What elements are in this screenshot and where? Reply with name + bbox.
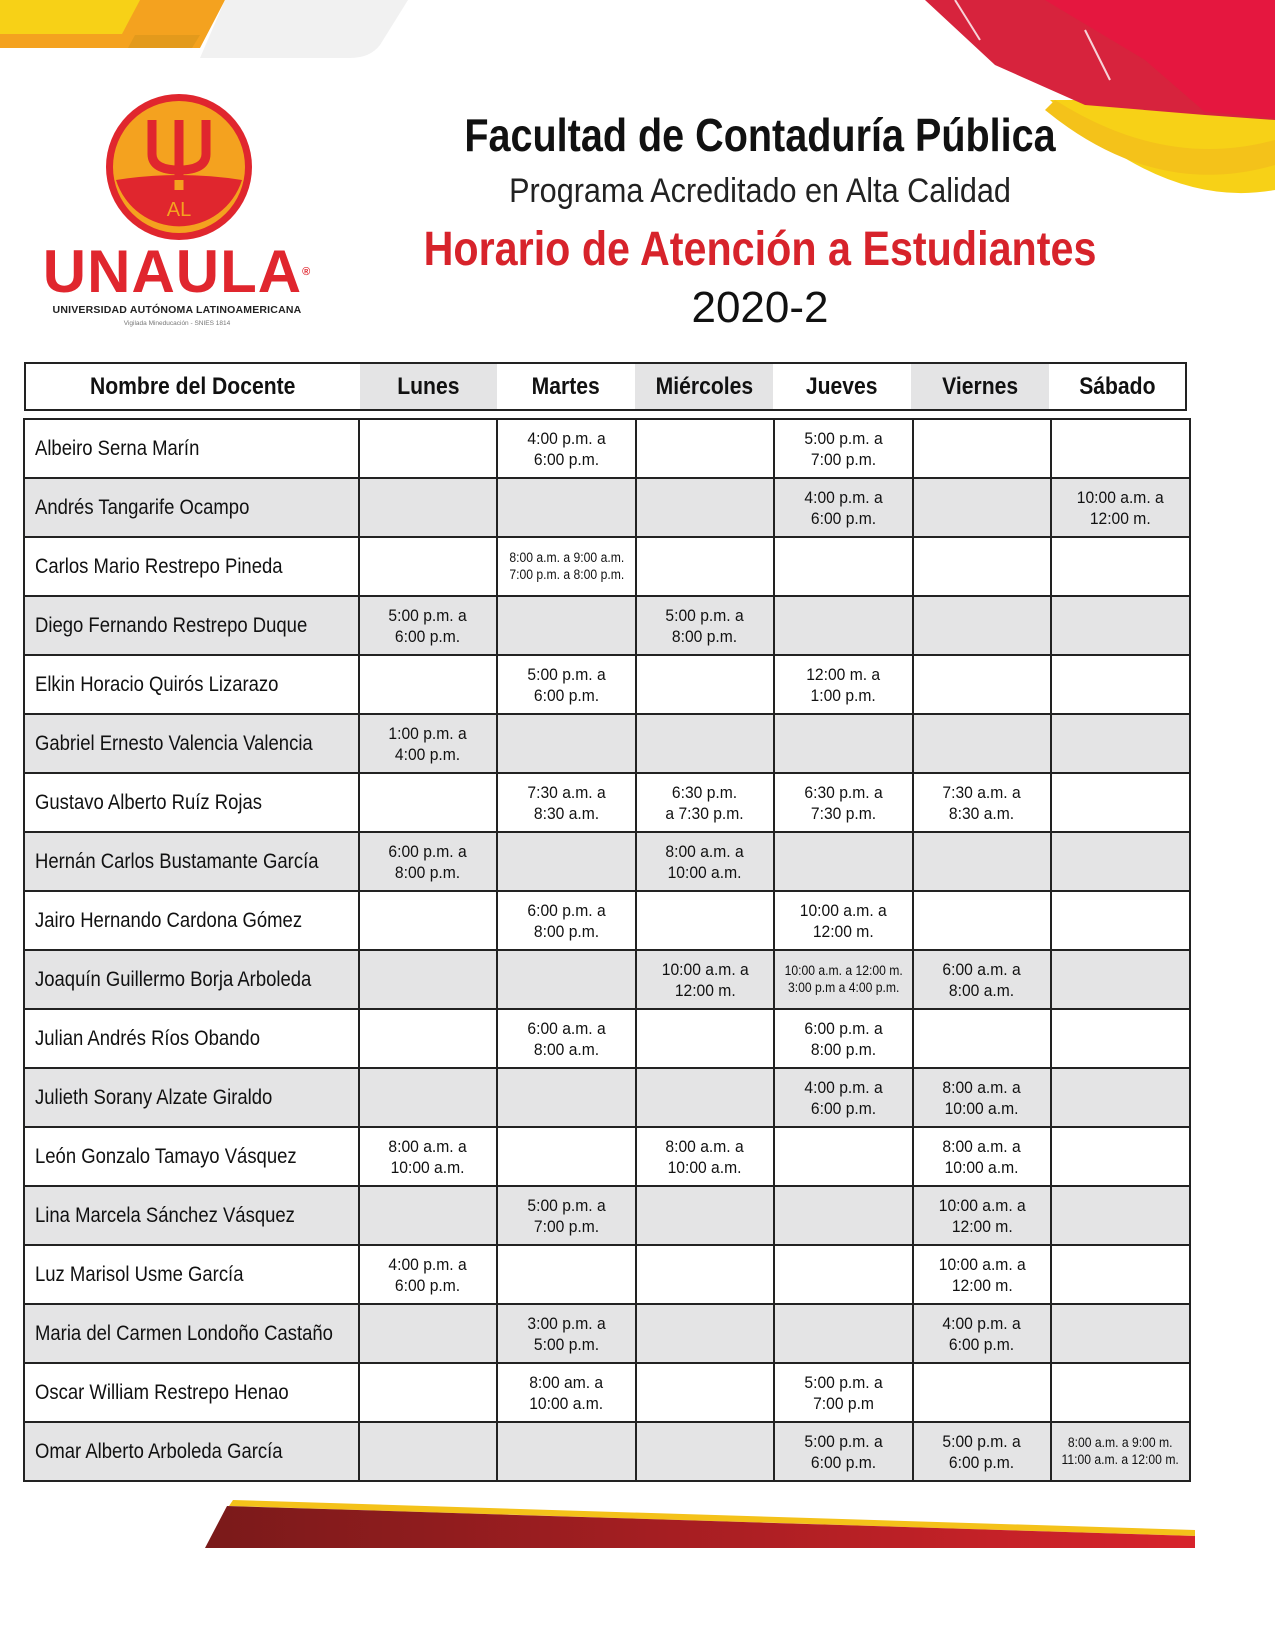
table-row [24, 1068, 1190, 1127]
schedule-cell-martes [497, 1068, 636, 1127]
schedule-cell-martes: 5:00 p.m. a 6:00 p.m. [497, 655, 636, 714]
schedule-cell-lunes: 6:00 p.m. a 8:00 p.m. [359, 832, 497, 891]
schedule-cell-miercoles: 10:00 a.m. a 12:00 m. [636, 950, 774, 1009]
schedule-cell-sabado [1051, 1009, 1190, 1068]
period-label: 2020-2 [691, 283, 829, 332]
schedule-cell-miercoles: 8:00 a.m. a 10:00 a.m. [636, 832, 774, 891]
schedule-cell-miercoles [636, 1422, 774, 1481]
schedule-cell-lunes [359, 655, 497, 714]
table-row [24, 950, 1190, 1009]
schedule-cell-miercoles [636, 1186, 774, 1245]
schedule-cell-jueves: 4:00 p.m. a 6:00 p.m. [774, 478, 913, 537]
schedule-cell-viernes [913, 832, 1051, 891]
schedule-cell-sabado [1051, 891, 1190, 950]
university-name: UNIVERSIDAD AUTÓNOMA LATINOAMERICANA [52, 304, 302, 316]
schedule-cell-miercoles [636, 655, 774, 714]
schedule-cell-lunes [359, 1068, 497, 1127]
schedule-cell-miercoles [636, 478, 774, 537]
schedule-cell-sabado [1051, 1127, 1190, 1186]
bottom-decoration [205, 1500, 1205, 1560]
schedule-cell-lunes: 8:00 a.m. a 10:00 a.m. [359, 1127, 497, 1186]
svg-text:AL: AL [166, 199, 192, 221]
schedule-cell-jueves [774, 1186, 913, 1245]
schedule-cell-miercoles [636, 891, 774, 950]
table-row [24, 891, 1190, 950]
schedule-cell-lunes [359, 537, 497, 596]
schedule-cell-sabado [1051, 1363, 1190, 1422]
table-row [24, 1304, 1190, 1363]
schedule-cell-jueves [774, 596, 913, 655]
table-row [24, 596, 1190, 655]
table-row [24, 478, 1190, 537]
schedule-cell-viernes [913, 655, 1051, 714]
teacher-name: Gustavo Alberto Ruíz Rojas [24, 773, 359, 832]
schedule-cell-miercoles [636, 1009, 774, 1068]
table-row [24, 1363, 1190, 1422]
program-subtitle: Programa Acreditado en Alta Calidad [509, 172, 1011, 210]
schedule-cell-martes: 7:30 a.m. a 8:30 a.m. [497, 773, 636, 832]
schedule-cell-viernes: 4:00 p.m. a 6:00 p.m. [913, 1304, 1051, 1363]
schedule-cell-viernes: 10:00 a.m. a 12:00 m. [913, 1186, 1051, 1245]
schedule-cell-jueves: 6:30 p.m. a 7:30 p.m. [774, 773, 913, 832]
schedule-cell-jueves [774, 537, 913, 596]
teacher-name: Jairo Hernando Cardona Gómez [24, 891, 359, 950]
tagline: Vigilada Mineducación - SNIES 1814 [123, 320, 231, 327]
schedule-cell-miercoles: 6:30 p.m. a 7:30 p.m. [636, 773, 774, 832]
teacher-name: León Gonzalo Tamayo Vásquez [24, 1127, 359, 1186]
schedule-cell-lunes [359, 419, 497, 478]
schedule-cell-lunes [359, 1422, 497, 1481]
schedule-cell-jueves: 10:00 a.m. a 12:00 m. [774, 891, 913, 950]
schedule-cell-lunes [359, 1363, 497, 1422]
schedule-cell-sabado [1051, 832, 1190, 891]
schedule-cell-viernes [913, 537, 1051, 596]
schedule-cell-miercoles [636, 1304, 774, 1363]
schedule-cell-jueves: 5:00 p.m. a 7:00 p.m. [774, 419, 913, 478]
table-row [24, 773, 1190, 832]
schedule-cell-viernes: 8:00 a.m. a 10:00 a.m. [913, 1127, 1051, 1186]
col-header-miercoles: Miércoles [635, 364, 773, 409]
schedule-cell-lunes: 4:00 p.m. a 6:00 p.m. [359, 1245, 497, 1304]
schedule-cell-lunes [359, 950, 497, 1009]
schedule-cell-lunes: 5:00 p.m. a 6:00 p.m. [359, 596, 497, 655]
teacher-name: Diego Fernando Restrepo Duque [24, 596, 359, 655]
schedule-table [23, 418, 1191, 1482]
schedule-cell-viernes: 7:30 a.m. a 8:30 a.m. [913, 773, 1051, 832]
schedule-cell-jueves [774, 1127, 913, 1186]
seal-icon [104, 92, 254, 242]
schedule-cell-miercoles: 8:00 a.m. a 10:00 a.m. [636, 1127, 774, 1186]
schedule-cell-viernes [913, 596, 1051, 655]
teacher-name: Lina Marcela Sánchez Vásquez [24, 1186, 359, 1245]
schedule-cell-sabado [1051, 596, 1190, 655]
schedule-cell-martes [497, 1127, 636, 1186]
schedule-cell-viernes [913, 1363, 1051, 1422]
table-row [24, 1186, 1190, 1245]
schedule-cell-lunes [359, 1304, 497, 1363]
schedule-cell-martes: 6:00 p.m. a 8:00 p.m. [497, 891, 636, 950]
schedule-cell-martes [497, 1245, 636, 1304]
schedule-cell-jueves: 10:00 a.m. a 12:00 m. 3:00 p.m a 4:00 p.m. [774, 950, 913, 1009]
schedule-cell-jueves: 12:00 m. a 1:00 p.m. [774, 655, 913, 714]
teacher-name: Omar Alberto Arboleda García [24, 1422, 359, 1481]
schedule-cell-viernes [913, 419, 1051, 478]
schedule-cell-martes: 8:00 am. a 10:00 a.m. [497, 1363, 636, 1422]
teacher-name: Julian Andrés Ríos Obando [24, 1009, 359, 1068]
brand-name: UNAULA® [42, 238, 312, 305]
col-header-sabado: Sábado [1078, 372, 1156, 400]
schedule-cell-martes [497, 714, 636, 773]
teacher-name: Andrés Tangarife Ocampo [24, 478, 359, 537]
schedule-cell-martes: 6:00 a.m. a 8:00 a.m. [497, 1009, 636, 1068]
schedule-cell-sabado [1051, 419, 1190, 478]
schedule-cell-lunes [359, 1009, 497, 1068]
schedule-cell-sabado [1051, 1186, 1190, 1245]
schedule-cell-sabado [1051, 773, 1190, 832]
schedule-cell-lunes [359, 1186, 497, 1245]
schedule-cell-martes: 4:00 p.m. a 6:00 p.m. [497, 419, 636, 478]
schedule-cell-lunes [359, 891, 497, 950]
schedule-cell-sabado: 8:00 a.m. a 9:00 m. 11:00 a.m. a 12:00 m. [1051, 1422, 1190, 1481]
schedule-cell-miercoles [636, 419, 774, 478]
schedule-cell-martes: 3:00 p.m. a 5:00 p.m. [497, 1304, 636, 1363]
schedule-cell-martes [497, 950, 636, 1009]
schedule-cell-sabado [1051, 655, 1190, 714]
table-header [24, 362, 1187, 411]
schedule-cell-martes: 5:00 p.m. a 7:00 p.m. [497, 1186, 636, 1245]
schedule-cell-martes [497, 832, 636, 891]
faculty-title: Facultad de Contaduría Pública [464, 109, 1056, 161]
schedule-cell-jueves: 6:00 p.m. a 8:00 p.m. [774, 1009, 913, 1068]
schedule-cell-viernes [913, 714, 1051, 773]
teacher-name: Joaquín Guillermo Borja Arboleda [24, 950, 359, 1009]
schedule-cell-jueves: 4:00 p.m. a 6:00 p.m. [774, 1068, 913, 1127]
teacher-name: Carlos Mario Restrepo Pineda [24, 537, 359, 596]
teacher-name: Julieth Sorany Alzate Giraldo [24, 1068, 359, 1127]
schedule-cell-sabado [1051, 1304, 1190, 1363]
schedule-cell-viernes: 10:00 a.m. a 12:00 m. [913, 1245, 1051, 1304]
teacher-name: Gabriel Ernesto Valencia Valencia [24, 714, 359, 773]
top-right-decoration [905, 0, 1275, 200]
schedule-cell-miercoles [636, 1363, 774, 1422]
schedule-cell-viernes [913, 1009, 1051, 1068]
table-row [24, 1009, 1190, 1068]
schedule-cell-viernes: 6:00 a.m. a 8:00 a.m. [913, 950, 1051, 1009]
schedule-cell-jueves [774, 714, 913, 773]
schedule-cell-sabado: 10:00 a.m. a 12:00 m. [1051, 478, 1190, 537]
table-row [24, 832, 1190, 891]
table-row [24, 1422, 1190, 1481]
schedule-cell-lunes: 1:00 p.m. a 4:00 p.m. [359, 714, 497, 773]
schedule-cell-jueves [774, 1245, 913, 1304]
schedule-cell-viernes [913, 478, 1051, 537]
schedule-cell-jueves: 5:00 p.m. a 6:00 p.m. [774, 1422, 913, 1481]
schedule-cell-lunes [359, 773, 497, 832]
teacher-name: Maria del Carmen Londoño Castaño [24, 1304, 359, 1363]
schedule-cell-miercoles [636, 714, 774, 773]
schedule-cell-jueves: 5:00 p.m. a 7:00 p.m [774, 1363, 913, 1422]
table-row [24, 655, 1190, 714]
col-header-jueves: Jueves [806, 372, 878, 400]
schedule-cell-viernes [913, 891, 1051, 950]
teacher-name: Elkin Horacio Quirós Lizarazo [24, 655, 359, 714]
col-header-viernes: Viernes [911, 364, 1049, 409]
col-header-martes: Martes [531, 372, 601, 400]
schedule-cell-miercoles [636, 1245, 774, 1304]
teacher-name: Luz Marisol Usme García [24, 1245, 359, 1304]
schedule-cell-martes [497, 478, 636, 537]
schedule-cell-sabado [1051, 537, 1190, 596]
teacher-name: Oscar William Restrepo Henao [24, 1363, 359, 1422]
table-row [24, 1245, 1190, 1304]
top-left-decoration [0, 0, 420, 60]
schedule-cell-sabado [1051, 714, 1190, 773]
schedule-cell-viernes: 8:00 a.m. a 10:00 a.m. [913, 1068, 1051, 1127]
schedule-cell-viernes: 5:00 p.m. a 6:00 p.m. [913, 1422, 1051, 1481]
col-header-lunes: Lunes [360, 364, 497, 409]
schedule-cell-miercoles: 5:00 p.m. a 8:00 p.m. [636, 596, 774, 655]
schedule-cell-jueves [774, 832, 913, 891]
table-row [24, 1127, 1190, 1186]
table-row [24, 537, 1190, 596]
schedule-cell-sabado [1051, 1068, 1190, 1127]
table-row [24, 714, 1190, 773]
schedule-cell-martes: 8:00 a.m. a 9:00 a.m. 7:00 p.m. a 8:00 p.m. [497, 537, 636, 596]
schedule-cell-jueves [774, 1304, 913, 1363]
table-row [24, 419, 1190, 478]
schedule-cell-miercoles [636, 537, 774, 596]
teacher-name: Albeiro Serna Marín [24, 419, 359, 478]
schedule-title: Horario de Atención a Estudiantes [423, 223, 1097, 276]
schedule-cell-sabado [1051, 950, 1190, 1009]
schedule-cell-miercoles [636, 1068, 774, 1127]
unaula-logo [42, 92, 312, 337]
schedule-cell-lunes [359, 478, 497, 537]
schedule-cell-martes [497, 596, 636, 655]
col-header-name: Nombre del Docente [90, 372, 296, 400]
schedule-cell-sabado [1051, 1245, 1190, 1304]
schedule-cell-martes [497, 1422, 636, 1481]
teacher-name: Hernán Carlos Bustamante García [24, 832, 359, 891]
